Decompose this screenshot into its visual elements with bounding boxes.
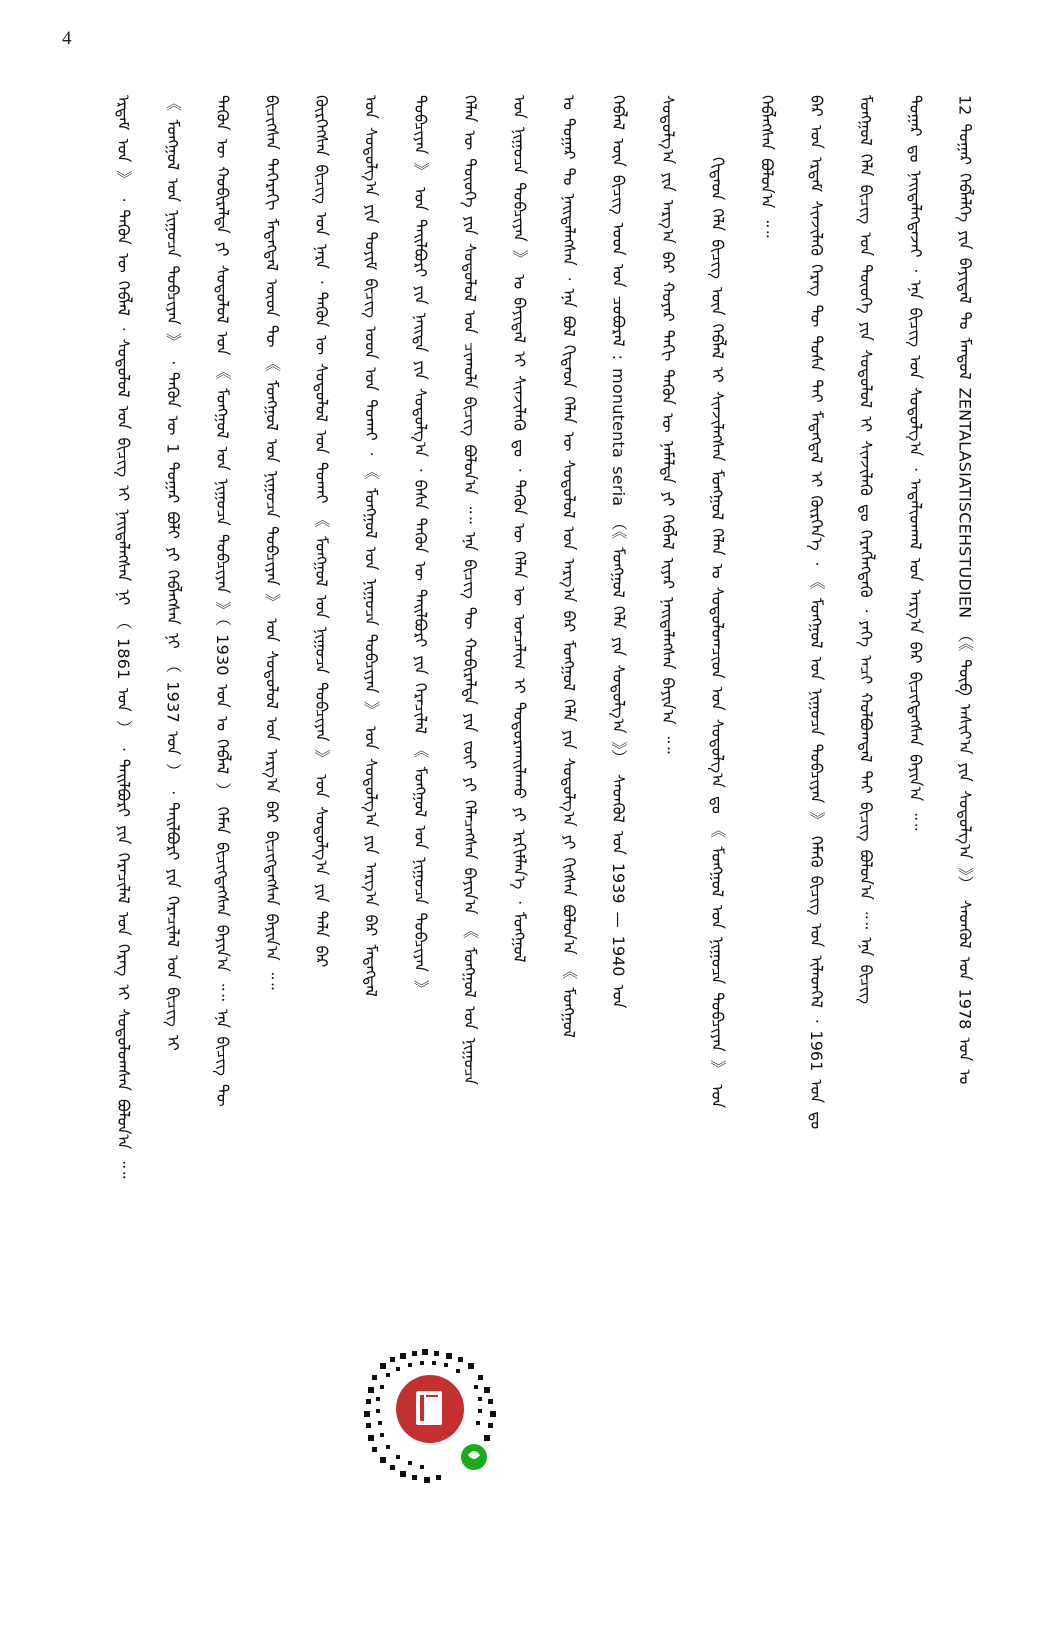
text-column [248, 95, 298, 1600]
text-column [941, 95, 991, 1600]
text-column-content: ᠲᠡᠭᠦᠨ ᠦ ᠬᠤᠪᠢᠷᠠᠯᠲᠠ ᠶᠢ ᠰᠤᠳᠤᠯᠤᠯ ᠤᠨ 《 ᠮᠣᠩᠭᠣᠯ ᠤᠨ ᠨᠢᠭᠤᠴᠠ ᠲᠣᠪᠴᠢᠶᠠᠨ 》（ 1930 ᠣᠨ ᠤ ᠬᠡᠪᠯᠡᠯ ） ᠬᠡᠮᠡᠨ ᠪᠢᠴᠢᠭᠳᠡᠭᠰᠡᠨ ᠪᠠᠶᠢᠨ᠎ᠠ ᠃᠃ ᠡᠨᠡ ᠪᠢᠴᠢᠭ ᠲᠦ [213, 95, 232, 1107]
qr-code-watermark [360, 1345, 500, 1485]
text-column [149, 95, 199, 1600]
text-column-content: ᠬᠡᠯᠡᠨ ᠦ ᠲᠦᠦᠬᠡ ᠶᠢᠨ ᠰᠤᠳᠤᠯᠤᠯ ᠤᠨ ᠴᠢᠬᠤᠯᠠ ᠪᠢᠴᠢᠭ ᠪᠣᠯᠤᠨ᠎ᠠ ᠃᠃ ᠡᠨᠡ ᠪᠢᠴᠢᠭ ᠲᠦ ᠬᠤᠪᠢᠷᠠᠯᠲᠠ ᠶᠢᠨ ᠵᠦᠢ ᠶᠢ ᠬᠡᠯᠡᠴᠡᠭᠰᠡᠨ ᠪᠠᠶᠢᠨ᠎ᠠ 《 ᠮᠣᠩᠭᠣᠯ ᠤᠨ ᠨᠢᠭᠤᠴᠠ [460, 95, 480, 1085]
text-column-content: ᠰᠤᠳᠤᠯᠭ᠎ᠠ ᠶᠢᠨ ᠠᠷᠭ᠎ᠠ ᠪᠠᠷ ᠬᠣᠶᠠᠷ ᠳᠠᠬᠢ ᠲᠡᠭᠦᠨ ᠦ ᠨᠡᠮᠡᠯᠲᠡ ᠶᠢ ᠬᠡᠪᠯᠡᠯ ᠢᠶᠡᠷ ᠨᠡᠢᠲᠡᠯᠡᠭᠰᠡᠨ ᠪᠠᠶᠢᠨ᠎ᠠ ᠃᠃ [658, 95, 678, 754]
text-column [594, 95, 644, 1600]
text-column-content: ᠤᠨ ᠰᠤᠳᠤᠯᠭ᠎ᠠ ᠶᠢᠨ ᠲᠣᠶᠢᠮ ᠪᠢᠴᠢᠭ ᠤᠳ ᠤᠨ ᠲᠤᠬᠠᠢ ᠂ 《 ᠮᠣᠩᠭᠣᠯ ᠤᠨ ᠨᠢᠭᠤᠴᠠ ᠲᠣᠪᠴᠢᠶᠠᠨ 》 ᠤᠨ ᠰᠤᠳᠤᠯᠭ᠎ᠠ ᠶᠢᠨ ᠠᠷᠭ᠎ᠠ ᠪᠠᠷ ᠮᠡᠳᠡᠭᠳᠡᠯ [361, 95, 381, 997]
text-column-content: ᠡᠷᠳᠡᠮ ᠤᠨ 》 ᠂ ᠲᠡᠭᠦᠨ ᠦ ᠬᠡᠪᠯᠡᠯ ᠂ ᠰᠤᠳᠤᠯᠤᠯ ᠤᠨ ᠪᠢᠴᠢᠭ ᠢ ᠨᠡᠢᠲᠡᠯᠡᠭᠰᠡᠨ ᠨᠢ （ 1861 ᠣᠨ ） ᠂ ᠲᠠᠢᠯᠪᠤᠷᠢ ᠶᠢᠨ ᠭᠡᠷᠡᠴᠢᠯᠡᠯ ᠤᠨ ᠬᠡᠷᠡᠭ ᠢ ᠰᠤᠳᠤᠯᠤᠭᠰᠠᠨ ᠪᠣᠯᠤᠨ᠎ᠠ ᠃᠃ [114, 95, 133, 1179]
text-column-content: 《 ᠮᠣᠩᠭᠣᠯ ᠤᠨ ᠨᠢᠭᠤᠴᠠ ᠲᠣᠪᠴᠢᠶᠠᠨ 》 ᠂ ᠲᠡᠭᠦᠨ ᠦ 1 ᠳᠤᠭᠠᠷ ᠪᠣᠯᠢ ᠶᠢ ᠬᠡᠪᠯᠡᠭᠰᠡᠨ ᠨᠢ （ 1937 ᠣᠨ ） ᠂ ᠲᠠᠢᠯᠪᠤᠷᠢ ᠶᠢᠨ ᠭᠡᠷᠡᠴᠢᠯᠡᠯ ᠤᠨ ᠪᠢᠴᠢᠭ ᠢ [163, 95, 183, 1051]
text-column-content: ᠬᠡᠪᠯᠡᠯ ᠦᠨ ᠪᠢᠴᠢᠭ ᠤᠳ ᠤᠨ ᠴᠤᠪᠤᠷᠠᠯ : monutenta seria （《 ᠮᠣᠩᠭᠣᠯ ᠬᠡᠯᠡ ᠶᠢᠨ ᠰᠤᠳᠤᠯᠭ᠎ᠠ 》） ᠰᠡᠳᠬᠦᠯ ᠤᠨ 1939 — 1940 ᠣᠨ [609, 95, 628, 1009]
text-column-content: ᠬᠦᠷᠭᠡᠭᠰᠡᠨ ᠪᠢᠴᠢᠭ ᠤᠨ ᠨᠡᠷᠡ ᠂ ᠲᠡᠭᠦᠨ ᠦ ᠰᠤᠳᠤᠯᠤᠯ ᠤᠨ ᠲᠤᠬᠠᠢ 《 ᠮᠣᠩᠭᠣᠯ ᠤᠨ ᠨᠢᠭᠤᠴᠠ ᠲᠣᠪᠴᠢᠶᠠᠨ 》 ᠤᠨ ᠰᠤᠳᠤᠯᠭ᠎ᠠ ᠶᠢᠨ ᠲᠠᠯᠠ ᠪᠠᠷ [312, 95, 331, 968]
text-column-content: ᠬᠢᠲᠠᠳ ᠬᠡᠯᠡ ᠪᠢᠴᠢᠭ ᠦᠨ ᠬᠡᠪᠯᠡᠯ ᠢ ᠰᠢᠨᠵᠢᠯᠡᠭᠰᠡᠨ ᠮᠣᠩᠭᠣᠯ ᠬᠡᠯᠡᠨ ᠤ ᠰᠤᠳᠤᠯᠤᠭᠴᠢᠳ ᠤᠨ ᠰᠤᠳᠤᠯᠭ᠎ᠠ ᠳᠤ 《 ᠮᠣᠩᠭᠣᠯ ᠤᠨ ᠨᠢᠭᠤᠴᠠ ᠲᠣᠪᠴᠢᠶᠠᠨ 》 ᠤᠨ [708, 157, 727, 1109]
text-column-content: ᠬᠡᠪᠯᠡᠭᠰᠡᠨ ᠪᠣᠯᠤᠨ᠎ᠠ ᠃᠃ [757, 95, 777, 238]
text-column [842, 95, 892, 1600]
vertical-text-body [30, 95, 990, 1600]
text-column [743, 95, 793, 1600]
text-column-content: ᠲᠣᠪᠴᠢᠶᠠᠨ 》 ᠤᠨ ᠲᠠᠢᠯᠪᠤᠷᠢ ᠶᠢᠨ ᠨᠡᠢᠲᠡ ᠶᠢᠨ ᠰᠤᠳᠤᠯᠭ᠎ᠠ ᠂ ᠪᠠᠰᠠ ᠲᠡᠭᠦᠨ ᠦ ᠲᠠᠢᠯᠪᠤᠷᠢ ᠶᠢᠨ ᠭᠡᠷᠡᠴᠢᠯᠡᠯ 《 ᠮᠣᠩᠭᠣᠯ ᠤᠨ ᠨᠢᠭᠤᠴᠠ ᠲᠣᠪᠴᠢᠶᠠᠨ 》 [411, 95, 430, 997]
text-column [644, 95, 694, 1600]
text-column [198, 95, 248, 1600]
qr-code-icon [360, 1345, 500, 1485]
text-column [99, 95, 149, 1600]
text-column-content: ᠳᠤᠭᠠᠷ ᠳᠤ ᠨᠡᠢᠲᠡᠯᠡᠭᠳᠡᠵᠡᠢ ᠂ ᠡᠨᠡ ᠪᠢᠴᠢᠭ ᠤᠨ ᠰᠤᠳᠤᠯᠭ᠎ᠠ ᠂ ᠠᠳᠠᠯᠢᠳᠬᠠᠯ ᠤᠨ ᠠᠷᠭ᠎ᠠ ᠪᠠᠷ ᠪᠢᠴᠢᠭᠳᠡᠭᠰᠡᠨ ᠪᠠᠶᠢᠨ᠎ᠠ ᠃᠃ [906, 95, 925, 831]
text-column [693, 95, 743, 1600]
text-column-content: ᠤ ᠳᠤᠭᠠᠷ ᠲᠤ ᠨᠡᠢᠲᠡᠯᠡᠭᠰᠡᠨ ᠂ ᠡᠨᠡ ᠪᠣᠯ ᠬᠢᠲᠠᠳ ᠬᠡᠯᠡᠨ ᠦ ᠰᠤᠳᠤᠯᠤᠯ ᠤᠨ ᠠᠷᠭ᠎ᠠ ᠪᠠᠷ ᠮᠣᠩᠭᠣᠯ ᠬᠡᠯᠡ ᠶᠢᠨ ᠰᠤᠳᠤᠯᠭ᠎ᠠ ᠶᠢ ᠬᠢᠭᠰᠡᠨ ᠪᠣᠯᠤᠨ᠎ᠠ 《 ᠮᠣᠩᠭᠣᠯ [559, 95, 579, 1038]
text-column [297, 95, 347, 1600]
text-column-content: ᠤᠨ ᠨᠢᠭᠤᠴᠠ ᠲᠣᠪᠴᠢᠶᠠᠨ 》 ᠤ ᠪᠠᠶᠢᠳᠠᠯ ᠢ ᠰᠢᠨᠵᠢᠯᠡᠬᠦ ᠳᠤ ᠂ ᠲᠡᠭᠦᠨ ᠦ ᠬᠡᠯᠡᠨ ᠦ ᠣᠨᠴᠠᠯᠢᠭ ᠢ ᠲᠣᠳᠤᠷᠬᠠᠢᠯᠠᠬᠤ ᠶᠢ ᠡᠷᠬᠢᠮᠯᠡᠨ᠎ᠡ ᠂ ᠮᠣᠩᠭᠣᠯ [510, 95, 529, 963]
text-column-content: 12 ᠲᠤᠭᠠᠷ ᠬᠡᠪᠯᠡᠯᠭᠡ ᠶᠢᠨ ᠪᠠᠶᠢᠳᠠᠯ ᠲᠤ ᠮᠠᠨᠳᠤᠯ ZENTALASIATISCEHSTUDIEN （《 ᠲᠥᠪ ᠠᠰᠢᠶ᠎ᠠ ᠶᠢᠨ ᠰᠤᠳᠤᠯᠭ᠎ᠠ 》） ᠰᠡᠳᠬᠦᠯ ᠤᠨ 1978 ᠣᠨ ᠤ [955, 95, 975, 1085]
text-column [495, 95, 545, 1600]
text-column-content: ᠪᠠᠷ ᠤᠨ ᠡᠷᠳᠡᠮ ᠰᠢᠨᠵᠢᠯᠡᠬᠦ ᠬᠡᠷᠡᠭ ᠲᠦ ᠲᠤᠰᠠ ᠲᠠᠢ ᠮᠡᠳᠡᠭᠳᠡᠯ ᠢ ᠬᠦᠷᠭᠡᠨ᠎ᠡ ᠂ 《 ᠮᠣᠩᠭᠣᠯ ᠤᠨ ᠨᠢᠭᠤᠴᠠ ᠲᠣᠪᠴᠢᠶᠠᠨ 》 ᠬᠡᠮᠡᠬᠦ ᠪᠢᠴᠢᠭ ᠤᠨ ᠢᠯᠡᠳᠭᠡᠯ ᠂ 1961 ᠣᠨ ᠳᠤ [807, 95, 826, 1130]
text-column [545, 95, 595, 1600]
text-column-content: ᠪᠢᠴᠢᠭᠰᠡᠨ ᠳᠡᠭᠡᠷᠡᠬᠢ ᠮᠡᠳᠡᠭᠳᠡᠯ ᠦᠳ ᠲᠦ 《 ᠮᠣᠩᠭᠣᠯ ᠤᠨ ᠨᠢᠭᠤᠴᠠ ᠲᠣᠪᠴᠢᠶᠠᠨ 》 ᠤᠨ ᠰᠤᠳᠤᠯᠤᠯ ᠤᠨ ᠠᠷᠭ᠎ᠠ ᠪᠠᠷ ᠪᠢᠴᠢᠭᠳᠡᠭᠰᠡᠨ ᠪᠠᠶᠢᠨ᠎ᠠ ᠃᠃ [262, 95, 282, 990]
page-number: 4 [62, 28, 72, 49]
text-column [891, 95, 941, 1600]
text-column [792, 95, 842, 1600]
text-column-content: ᠮᠣᠩᠭᠣᠯ ᠬᠡᠯᠡ ᠪᠢᠴᠢᠭ ᠤᠨ ᠲᠦᠦᠬᠡ ᠶᠢᠨ ᠰᠤᠳᠤᠯᠤᠯ ᠢ ᠰᠢᠨᠵᠢᠯᠡᠬᠦ ᠳᠤ ᠬᠡᠷᠡᠭᠯᠡᠭᠳᠡᠬᠦ ᠂ ᠶᠡᠬᠡ ᠠᠴᠢ ᠬᠣᠯᠪᠣᠭᠳᠠᠯ ᠲᠠᠢ ᠪᠢᠴᠢᠭ ᠪᠣᠯᠤᠨ᠎ᠠ ᠃᠃ ᠡᠨᠡ ᠪᠢᠴᠢᠭ [856, 95, 876, 1005]
